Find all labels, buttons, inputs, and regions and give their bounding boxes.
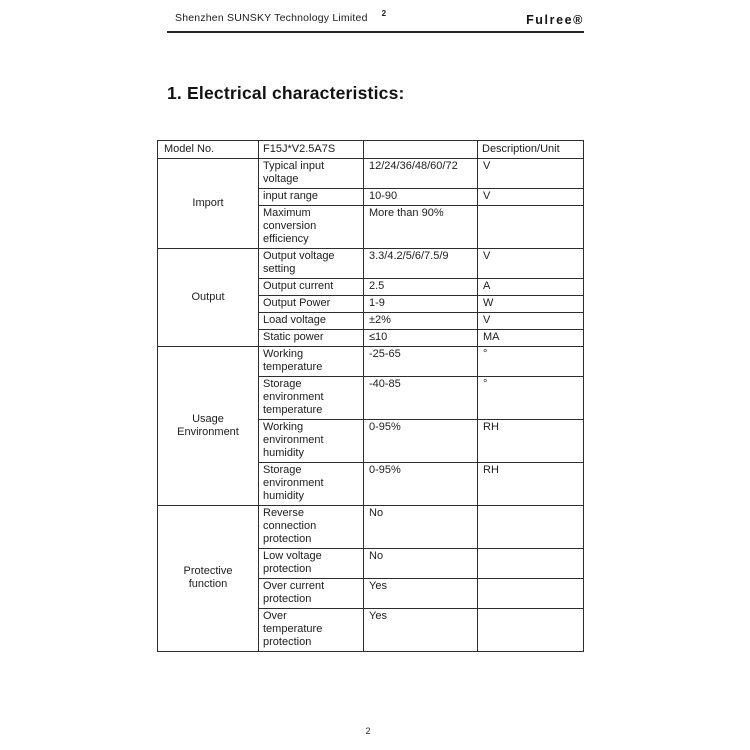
company-name-wrap	[175, 9, 387, 24]
parameter-value: 12/24/36/48/60/72	[364, 159, 478, 189]
parameter-unit: MA	[478, 330, 584, 347]
table-row	[158, 506, 584, 549]
spec-table-body	[158, 141, 584, 652]
group-label: Output	[158, 249, 259, 347]
section-title: 1. Electrical characteristics:	[167, 83, 405, 103]
parameter-name: Over current protection	[259, 579, 364, 609]
parameter-value: More than 90%	[364, 206, 478, 249]
header-model-no: Model No.	[158, 141, 259, 159]
parameter-unit	[478, 549, 584, 579]
parameter-value: 2.5	[364, 279, 478, 296]
parameter-value: 3.3/4.2/5/6/7.5/9	[364, 249, 478, 279]
group-label: Import	[158, 159, 259, 249]
header-model-value: F15J*V2.5A7S	[259, 141, 364, 159]
parameter-name: Output current	[259, 279, 364, 296]
parameter-value: -25-65	[364, 347, 478, 377]
parameter-value: 0-95%	[364, 463, 478, 506]
parameter-name: Maximum conversion efficiency	[259, 206, 364, 249]
table-header-row	[158, 141, 584, 159]
parameter-value: No	[364, 549, 478, 579]
parameter-unit: V	[478, 159, 584, 189]
parameter-unit: V	[478, 313, 584, 330]
group-label: Protective function	[158, 506, 259, 652]
parameter-unit: RH	[478, 463, 584, 506]
parameter-name: Load voltage	[259, 313, 364, 330]
header-superscript: 2	[381, 9, 387, 18]
parameter-value: 1-9	[364, 296, 478, 313]
table-row	[158, 347, 584, 377]
parameter-value: 10-90	[364, 189, 478, 206]
parameter-unit: RH	[478, 420, 584, 463]
parameter-unit	[478, 579, 584, 609]
parameter-unit: V	[478, 189, 584, 206]
company-name: Shenzhen SUNSKY Technology Limited	[175, 12, 368, 24]
parameter-value: -40-85	[364, 377, 478, 420]
parameter-name: Storage environment humidity	[259, 463, 364, 506]
parameter-unit: °	[478, 377, 584, 420]
table-row	[158, 249, 584, 279]
parameter-unit: V	[478, 249, 584, 279]
parameter-name: Storage environment temperature	[259, 377, 364, 420]
parameter-name: Over temperature protection	[259, 609, 364, 652]
parameter-unit: W	[478, 296, 584, 313]
header-description-unit: Description/Unit	[478, 141, 584, 159]
parameter-value: ≤10	[364, 330, 478, 347]
parameter-name: Working temperature	[259, 347, 364, 377]
group-label: Usage Environment	[158, 347, 259, 506]
parameter-unit	[478, 206, 584, 249]
parameter-value: No	[364, 506, 478, 549]
parameter-value: ±2%	[364, 313, 478, 330]
page-number: 2	[365, 726, 371, 736]
page-header	[167, 9, 584, 27]
parameter-name: Typical input voltage	[259, 159, 364, 189]
parameter-unit	[478, 506, 584, 549]
parameter-name: Output voltage setting	[259, 249, 364, 279]
parameter-name: Static power	[259, 330, 364, 347]
parameter-unit: A	[478, 279, 584, 296]
parameter-name: Low voltage protection	[259, 549, 364, 579]
header-divider	[167, 31, 584, 33]
table-row	[158, 159, 584, 189]
parameter-name: input range	[259, 189, 364, 206]
parameter-unit: °	[478, 347, 584, 377]
header-empty	[364, 141, 478, 159]
parameter-value: Yes	[364, 579, 478, 609]
parameter-name: Reverse connection protection	[259, 506, 364, 549]
parameter-unit	[478, 609, 584, 652]
parameter-name: Working environment humidity	[259, 420, 364, 463]
parameter-name: Output Power	[259, 296, 364, 313]
electrical-characteristics-table	[157, 140, 584, 652]
parameter-value: 0-95%	[364, 420, 478, 463]
brand-logo-text: Fulree®	[526, 13, 584, 27]
parameter-value: Yes	[364, 609, 478, 652]
